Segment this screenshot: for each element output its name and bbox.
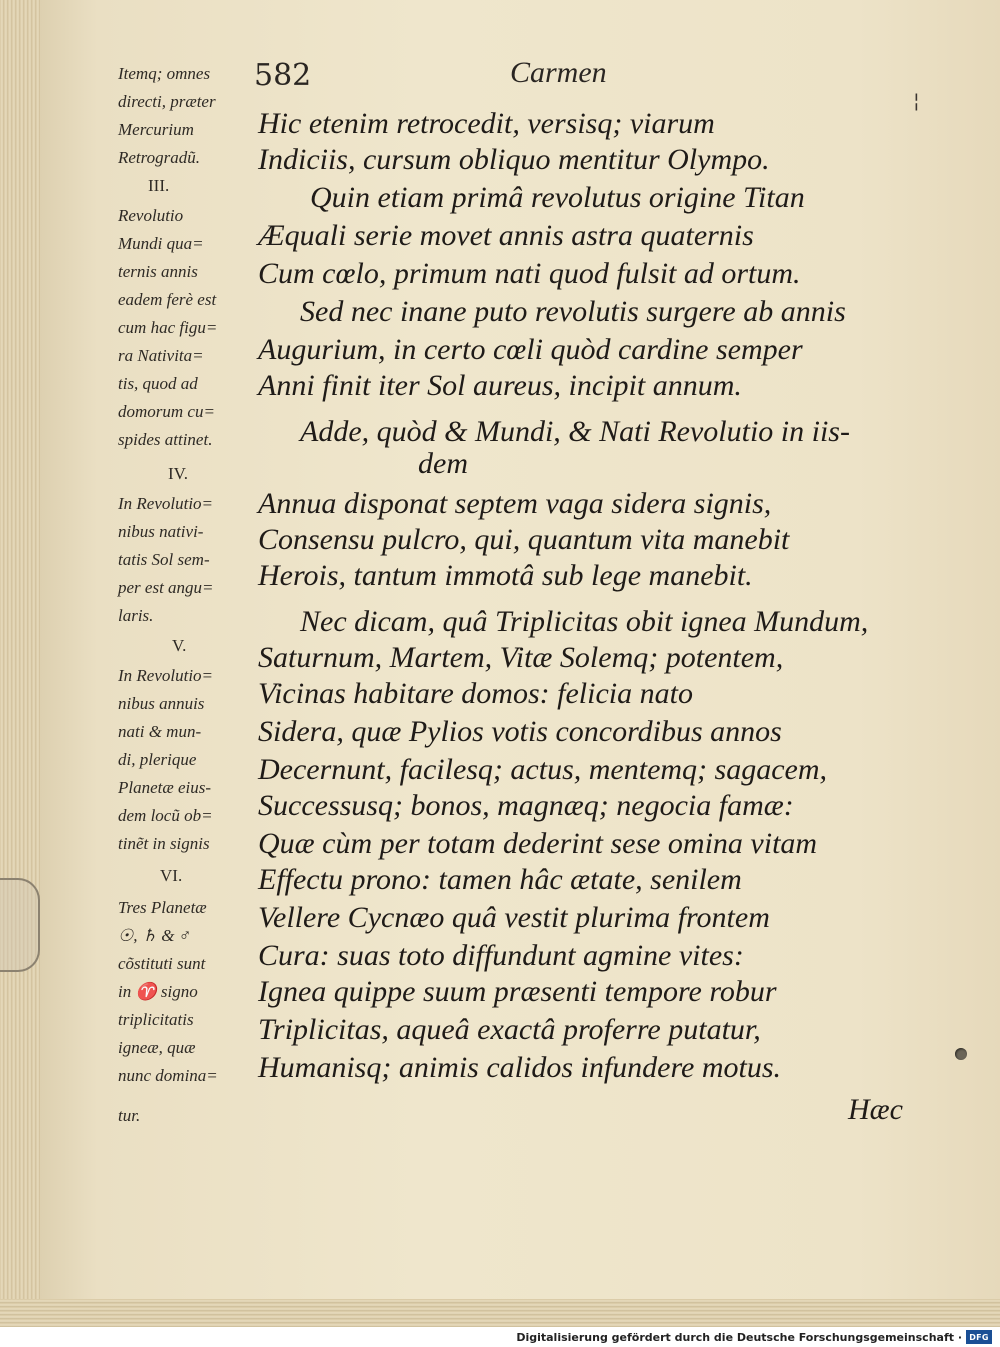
margin-note: tis, quod ad [118, 374, 198, 393]
margin-note: Itemq; omnes [118, 64, 211, 83]
verse-line: Adde, quòd & Mundi, & Nati Revolutio in iis- [300, 415, 850, 448]
margin-note: Planetæ eius- [118, 778, 212, 797]
margin-note: dem locũ ob= [118, 806, 213, 825]
margin-note: triplicitatis [118, 1010, 194, 1029]
verse-line: Indiciis, cursum obliquo mentitur Olympo. [258, 143, 770, 176]
margin-note: laris. [118, 606, 154, 625]
margin-note: ra Nativita= [118, 346, 204, 365]
margin-note: directi, præter [118, 92, 216, 111]
bottom-page-edges [0, 1299, 1000, 1327]
margin-note: nibus annuis [118, 694, 205, 713]
running-head: Carmen [510, 56, 607, 89]
margin-note: cum hac figu= [118, 318, 218, 337]
verse-line: Herois, tantum immotâ sub lege manebit. [258, 559, 753, 592]
margin-note-number: IV. [168, 464, 188, 483]
verse-line: Decernunt, facilesq; actus, mentemq; sagacem, [258, 753, 828, 786]
verse-line: dem [418, 447, 468, 480]
margin-note: nunc domina= [118, 1066, 218, 1085]
margin-note: tur. [118, 1106, 141, 1125]
margin-note: eadem ferè est [118, 290, 217, 309]
verse-line: Vicinas habitare domos: felicia nato [258, 677, 693, 710]
verse-line: Humanisq; animis calidos infundere motus. [258, 1051, 782, 1084]
margin-note: nati & mun- [118, 722, 202, 741]
verse-line: Cura: suas toto diffundunt agmine vites: [258, 939, 744, 972]
page-hole [955, 1048, 967, 1060]
verse-line: Augurium, in certo cœli quòd cardine semper [258, 333, 803, 366]
margin-note: in ♈ signo [118, 982, 198, 1001]
margin-note-number: V. [172, 636, 187, 655]
margin-note: In Revolutio= [118, 494, 214, 513]
verse-line: Æquali serie movet annis astra quaternis [258, 219, 754, 252]
verse-line: Sidera, quæ Pylios votis concordibus annos [258, 715, 782, 748]
verse-line: Quæ cùm per totam dederint sese omina vitam [258, 827, 818, 860]
margin-note: di, plerique [118, 750, 197, 769]
margin-note: Mercurium [118, 120, 194, 139]
verse-line: Hic etenim retrocedit, versisq; viarum [258, 107, 715, 140]
verse-line: Consensu pulcro, qui, quantum vita manebit [258, 523, 790, 556]
verse-line: Effectu prono: tamen hâc ætate, senilem [258, 863, 742, 896]
tick-mark: ¦ [913, 88, 920, 112]
dfg-logo-icon: DFG [966, 1330, 992, 1344]
verse-line: Vellere Cycnæo quâ vestit plurima frontem [258, 901, 770, 934]
margin-note: Mundi qua= [118, 234, 204, 253]
margin-note: per est angu= [118, 578, 214, 597]
margin-note: domorum cu= [118, 402, 215, 421]
footer-bar [0, 1327, 1000, 1347]
verse-line: Anni finit iter Sol aureus, incipit annum. [258, 369, 742, 402]
margin-note: tatis Sol sem- [118, 550, 210, 569]
margin-note: igneæ, quæ [118, 1038, 196, 1057]
verse-line: Ignea quippe suum præsenti tempore robur [258, 975, 777, 1008]
margin-note: cõstituti sunt [118, 954, 206, 973]
verse-line: Triplicitas, aqueâ exactâ proferre putatur, [258, 1013, 761, 1046]
verse-line: Saturnum, Martem, Vitæ Solemq; potentem, [258, 641, 784, 674]
margin-note: ☉, ♄ & ♂ [118, 926, 192, 945]
margin-note: tinẽt in signis [118, 834, 210, 853]
page-number: 582 [254, 58, 312, 93]
paper-clip-icon [0, 878, 40, 972]
verse-line: Quin etiam primâ revolutus origine Titan [310, 181, 805, 214]
margin-note: Retrogradũ. [118, 148, 201, 167]
margin-note: Tres Planetæ [118, 898, 207, 917]
margin-note-number: III. [148, 176, 170, 195]
margin-note: nibus nativi- [118, 522, 204, 541]
margin-note-number: VI. [160, 866, 183, 885]
catchword: Hæc [848, 1093, 903, 1126]
verse-line: Cum cœlo, primum nati quod fulsit ad ortum. [258, 257, 801, 290]
verse-line: Sed nec inane puto revolutis surgere ab annis [300, 295, 846, 328]
page-edges [0, 0, 40, 1327]
margin-note: spides attinet. [118, 430, 213, 449]
verse-line: Annua disponat septem vaga sidera signis, [258, 487, 772, 520]
verse-line: Nec dicam, quâ Triplicitas obit ignea Mundum, [300, 605, 869, 638]
margin-note: Revolutio [118, 206, 184, 225]
footer-funding-text: Digitalisierung gefördert durch die Deutsche Forschungsgemeinschaft · [516, 1330, 962, 1344]
margin-note: ternis annis [118, 262, 198, 281]
margin-note: In Revolutio= [118, 666, 214, 685]
verse-line: Successusq; bonos, magnæq; negocia famæ: [258, 789, 794, 822]
